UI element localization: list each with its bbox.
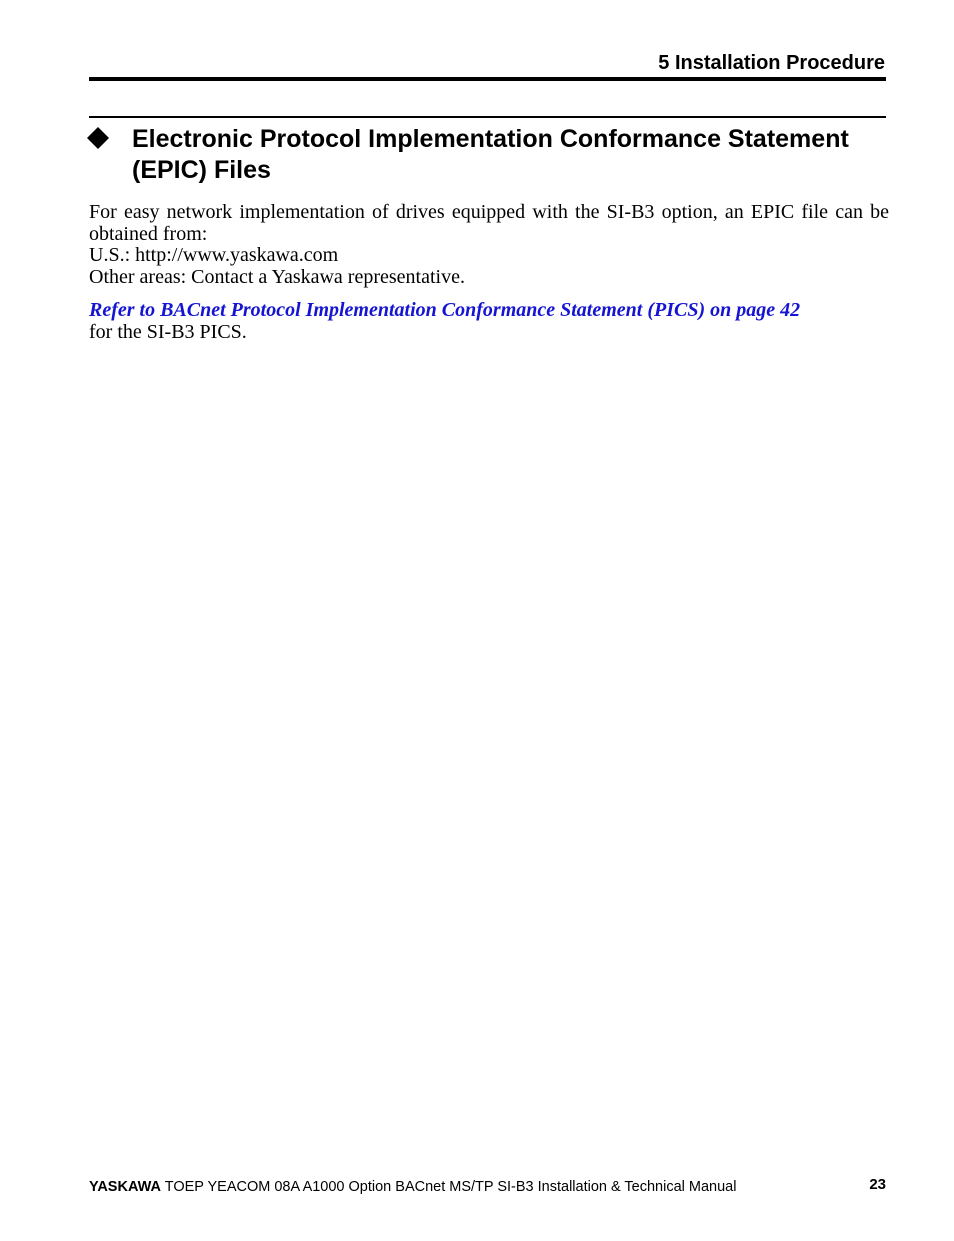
other-areas-line: Other areas: Contact a Yaskawa representative. xyxy=(89,265,465,288)
section-rule xyxy=(89,116,886,118)
reference-block xyxy=(89,300,889,343)
header-rule xyxy=(89,77,886,81)
footer-brand: YASKAWA xyxy=(89,1179,161,1195)
section-heading: Electronic Protocol Implementation Conformance Statement (EPIC) Files xyxy=(132,125,849,184)
pics-reference-link[interactable]: Refer to BACnet Protocol Implementation Conformance Statement (PICS) on page 42 xyxy=(89,299,801,321)
page-number: 23 xyxy=(869,1176,886,1193)
reference-trailing-text: for the SI-B3 PICS. xyxy=(89,320,247,343)
intro-paragraph: For easy network implementation of drives equipped with the SI-B3 option, an EPIC file can be obtained from: xyxy=(89,201,889,245)
body-text xyxy=(89,202,889,288)
diamond-icon xyxy=(87,127,109,149)
us-contact-line: U.S.: http://www.yaskawa.com xyxy=(89,244,339,266)
footer xyxy=(89,1178,886,1196)
chapter-title: 5 Installation Procedure xyxy=(658,52,885,74)
footer-manual-title: TOEP YEACOM 08A A1000 Option BACnet MS/TP SI-B3 Installation & Technical Manual xyxy=(160,1179,737,1195)
